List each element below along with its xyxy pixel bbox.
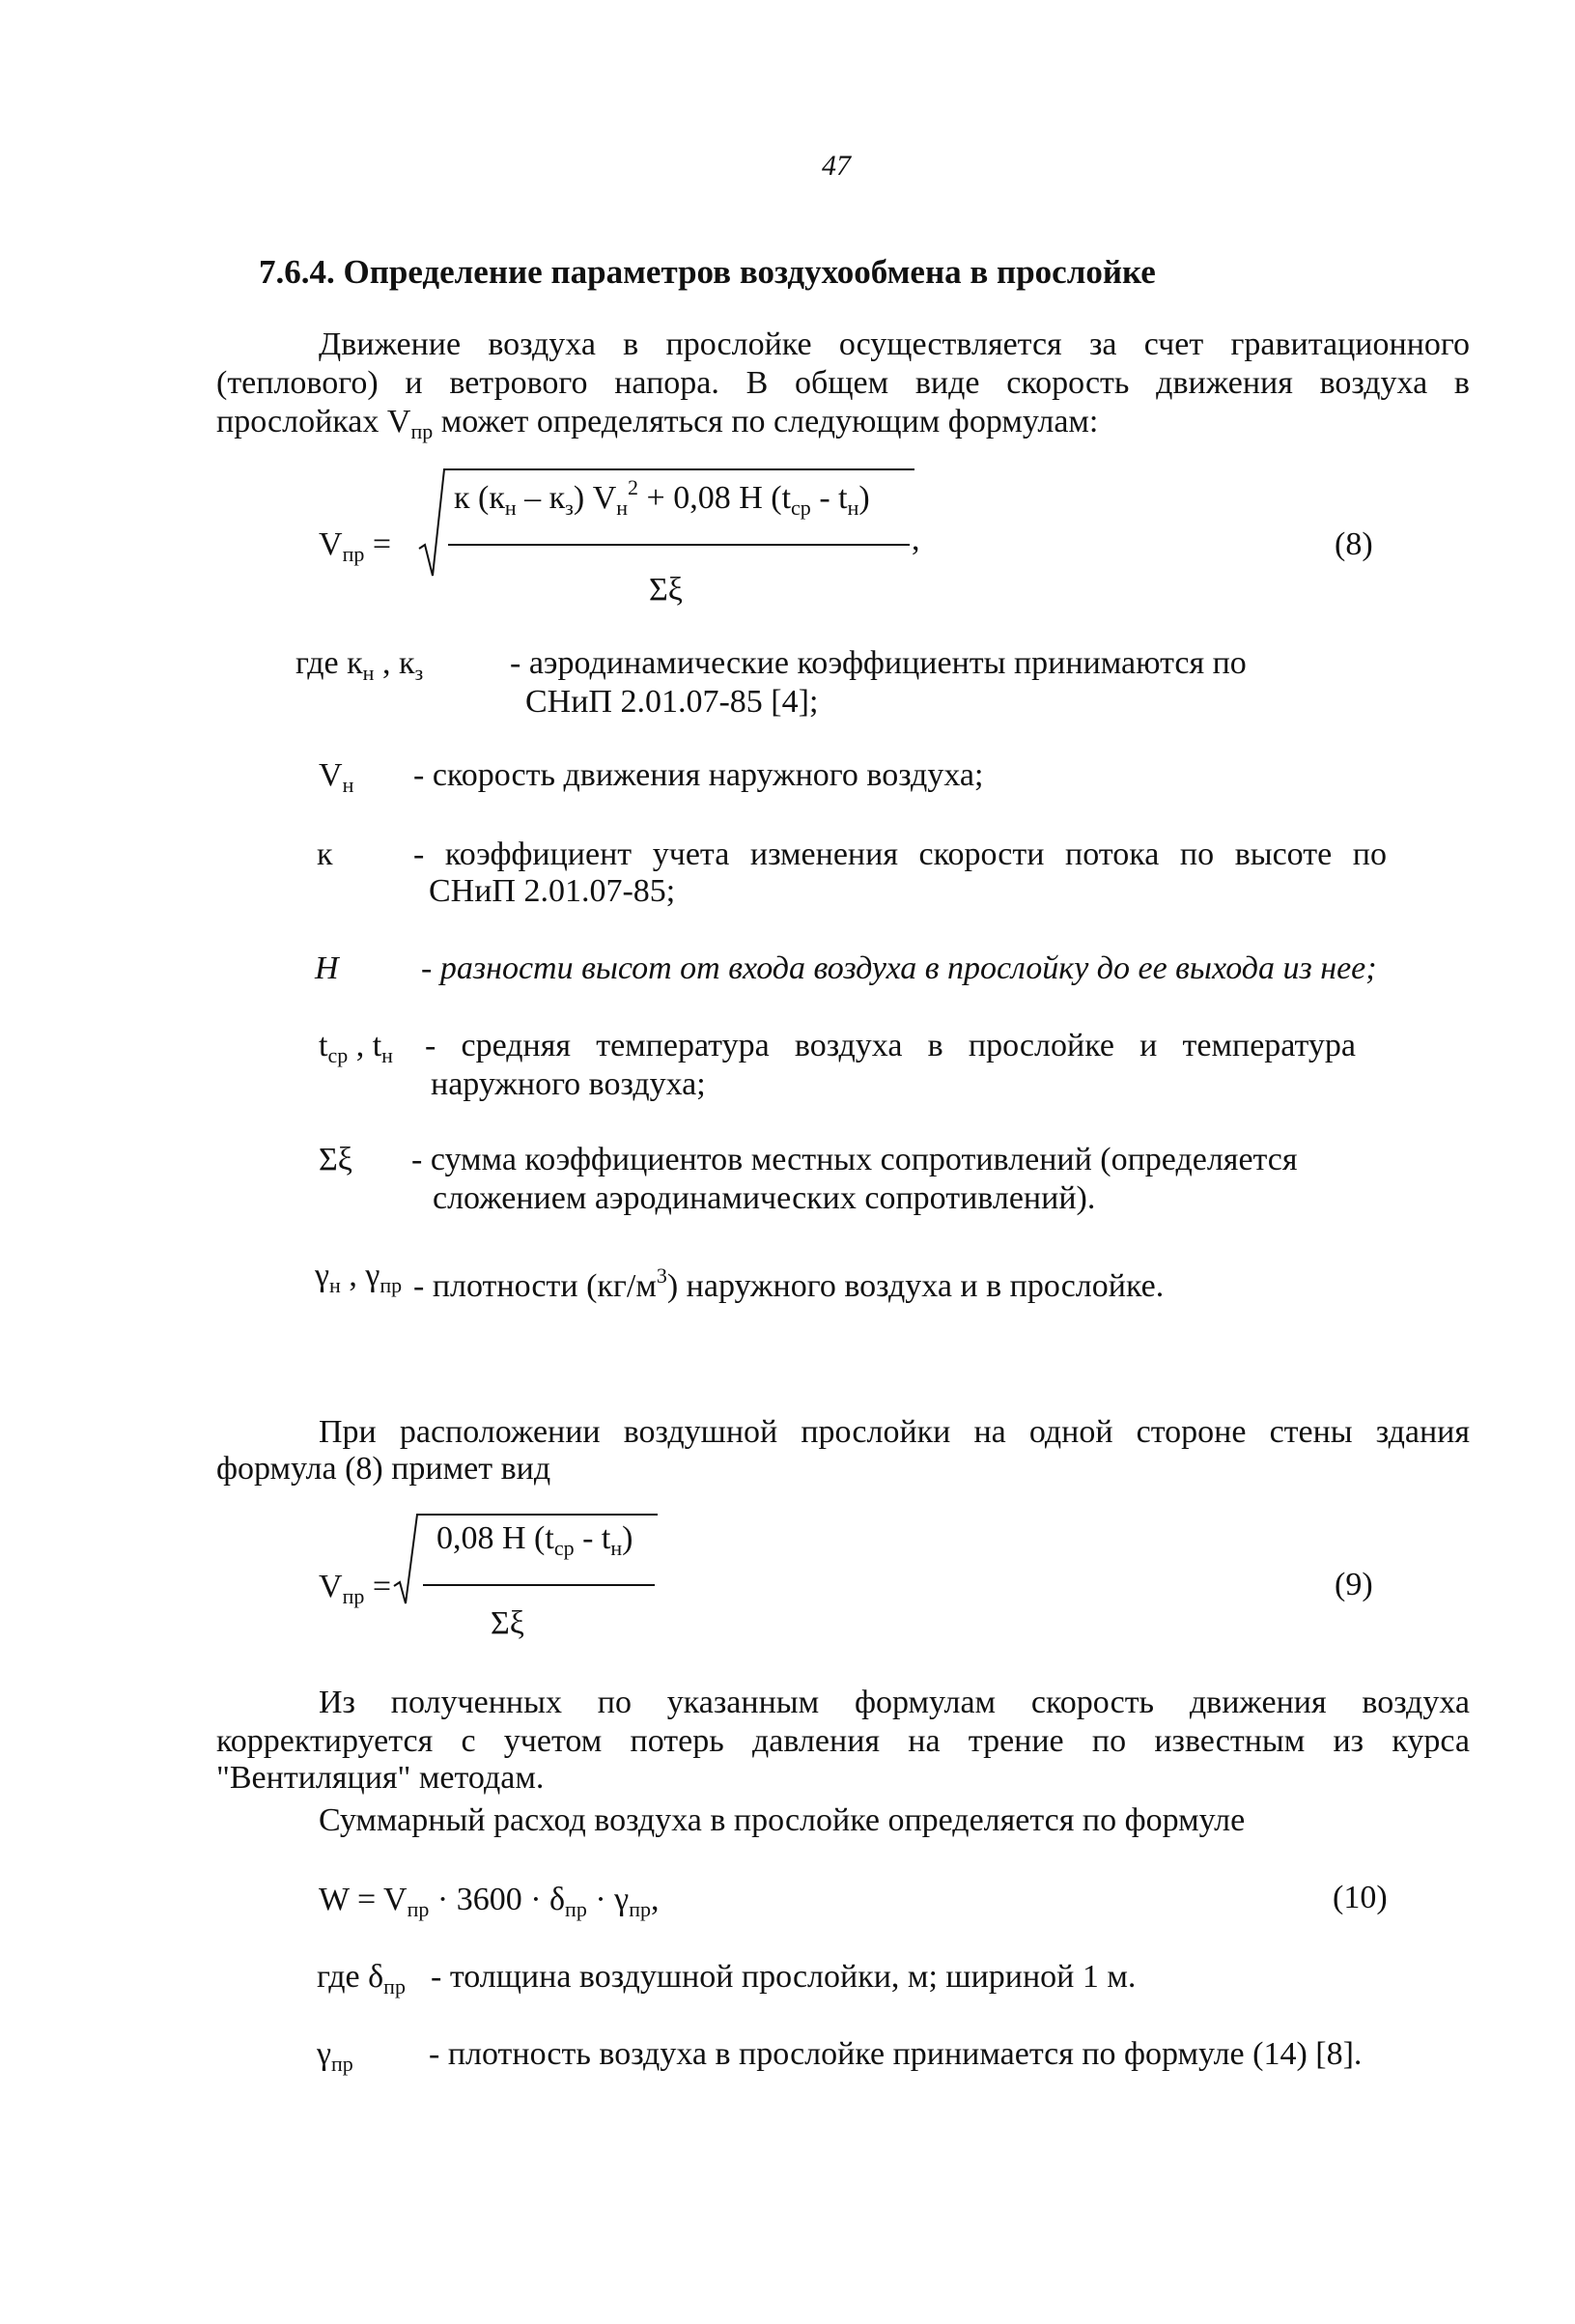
f8-num-e-sub: н bbox=[847, 496, 859, 520]
def-gamma-rest: ) наружного воздуха и в прослойке. bbox=[666, 1268, 1165, 1304]
def-kk-line-2: СНиП 2.01.07-85; bbox=[429, 873, 676, 909]
def-gamma-line-1 bbox=[413, 1258, 1164, 1305]
def-k-sym: где к bbox=[295, 645, 363, 681]
def-gamma-sym2-sub: пр bbox=[380, 1273, 403, 1297]
formula-8-eq: = bbox=[372, 526, 392, 562]
def-k-sym2-sub: з bbox=[414, 661, 424, 685]
formula-8-fraction-bar bbox=[448, 544, 910, 546]
def10-gamma-sym: γ bbox=[317, 2036, 332, 2072]
para3-line-3: "Вентиляция" методам. bbox=[216, 1760, 545, 1796]
formula-9-v: V bbox=[319, 1569, 343, 1604]
def10-gamma-symbol bbox=[317, 2036, 353, 2083]
def-k-symbols bbox=[295, 645, 423, 692]
intro-line-3 bbox=[216, 404, 1098, 450]
def-k-sym2: , к bbox=[374, 645, 415, 681]
def-gamma-symbols bbox=[315, 1258, 402, 1304]
def-vn-sym-sub: н bbox=[342, 773, 354, 797]
def-t-sym2: , t bbox=[348, 1028, 382, 1063]
def10-gamma-text: - плотность воздуха в прослойке принимается по формуле (14) [8]. bbox=[429, 2036, 1363, 2072]
f8-num-a-sub: н bbox=[504, 496, 517, 520]
formula-8-denominator: Σξ bbox=[649, 572, 683, 608]
def-t-sym: t bbox=[319, 1028, 328, 1063]
def-vn-sym: V bbox=[319, 757, 343, 793]
def-sum-line-2: сложением аэродинамических сопротивлений). bbox=[433, 1180, 1096, 1216]
para2-line-1: При расположении воздушной прослойки на одной стороне стены здания bbox=[319, 1414, 1470, 1450]
def-k-line-1: - аэродинамические коэффициенты принимаются по bbox=[510, 645, 1247, 681]
def-kk-line-1: - коэффициент учета изменения скорости потока по высоте по bbox=[413, 836, 1387, 872]
def-sum-line-1: - сумма коэффициентов местных сопротивлений (определяется bbox=[411, 1142, 1298, 1177]
f8-num-d-sub: ср bbox=[791, 496, 811, 520]
formula-9-eq: = bbox=[372, 1569, 392, 1604]
def-vn-line-1: - скорость движения наружного воздуха; bbox=[413, 757, 984, 793]
f9-num-c: ) bbox=[622, 1520, 633, 1556]
def-gamma-sym2: , γ bbox=[340, 1258, 380, 1293]
formula-8-v: V bbox=[319, 526, 343, 562]
formula-9-lhs bbox=[319, 1569, 391, 1609]
def-t-symbols bbox=[319, 1028, 393, 1074]
f8-num-d: + 0,08 H (t bbox=[638, 480, 792, 516]
f8-num-a: к (к bbox=[454, 480, 505, 516]
section-heading: 7.6.4. Определение параметров воздухообмена в прослойке bbox=[259, 253, 1156, 291]
def10-delta-sym: где δ bbox=[317, 1959, 384, 1995]
formula-9-denominator: Σξ bbox=[491, 1605, 524, 1641]
f9-num-a: 0,08 H (t bbox=[436, 1520, 554, 1556]
intro-line-3-text: прослойках V bbox=[216, 404, 411, 439]
intro-line-3-sub: пр bbox=[410, 419, 434, 443]
formula-8-v-sub: пр bbox=[342, 542, 365, 566]
f8-num-c: ) V bbox=[573, 480, 617, 516]
def-t-sym2-sub: н bbox=[381, 1043, 393, 1067]
formula-8-lhs bbox=[319, 526, 391, 567]
f8-num-c-sup: 2 bbox=[628, 475, 639, 499]
f8-num-b-sub: з bbox=[565, 496, 574, 520]
f10-a-sub: пр bbox=[407, 1897, 430, 1921]
para2-line-2: формула (8) примет вид bbox=[216, 1451, 551, 1487]
para3-line-2: корректируется с учетом потерь давления на трение по известным из курса bbox=[216, 1723, 1470, 1759]
formula-9-numerator bbox=[436, 1520, 633, 1561]
f10-d: , bbox=[650, 1882, 660, 1917]
formula-10-number: (10) bbox=[1333, 1880, 1388, 1915]
f8-num-f: ) bbox=[858, 480, 870, 516]
f9-num-a-sub: ср bbox=[553, 1536, 575, 1560]
f8-num-c-sub: н bbox=[616, 496, 629, 520]
def-gamma-text: - плотности (кг/м bbox=[413, 1268, 657, 1304]
def-h-symbol: H bbox=[315, 950, 339, 986]
def-h-line-1: - разности высот от входа воздуха в прослойку до ее выхода из нее; bbox=[421, 950, 1377, 986]
def10-gamma-sym-sub: пр bbox=[331, 2052, 353, 2076]
def-gamma-sup: 3 bbox=[656, 1263, 667, 1288]
formula-8-number: (8) bbox=[1335, 526, 1373, 562]
formula-8-comma: , bbox=[912, 522, 920, 557]
def-t-sym-sub: ср bbox=[327, 1043, 349, 1067]
def-k-line-2: СНиП 2.01.07-85 [4]; bbox=[525, 684, 819, 720]
formula-8-numerator bbox=[454, 475, 870, 521]
formula-10 bbox=[319, 1882, 659, 1922]
f8-num-e: - t bbox=[810, 480, 848, 516]
intro-line-3-rest: может определяться по следующим формулам: bbox=[433, 404, 1099, 439]
f8-num-b: – к bbox=[516, 480, 566, 516]
def-k-sym-sub: н bbox=[362, 661, 375, 685]
def-vn-symbol bbox=[319, 757, 353, 804]
f9-num-b: - t bbox=[574, 1520, 611, 1556]
def10-delta-symbol bbox=[317, 1959, 406, 2005]
def-t-line-1: - средняя температура воздуха в прослойке и температура bbox=[425, 1028, 1356, 1063]
f10-c: · γ bbox=[586, 1882, 630, 1917]
para4: Суммарный расход воздуха в прослойке определяется по формуле bbox=[319, 1802, 1246, 1838]
f10-b-sub: пр bbox=[565, 1897, 587, 1921]
def-kk-symbol: к bbox=[317, 836, 333, 872]
def10-delta-sym-sub: пр bbox=[383, 1974, 406, 1998]
intro-line-2: (теплового) и ветрового напора. В общем виде скорость движения воздуха в bbox=[216, 365, 1470, 401]
f10-b: · 3600 · δ bbox=[429, 1882, 566, 1917]
para3-line-1: Из полученных по указанным формулам скорость движения воздуха bbox=[319, 1685, 1470, 1720]
formula-9-fraction-bar bbox=[423, 1584, 655, 1586]
formula-9-number: (9) bbox=[1335, 1567, 1373, 1602]
def-gamma-sym-sub: н bbox=[329, 1273, 341, 1297]
def-gamma-sym: γ bbox=[315, 1258, 330, 1293]
intro-line-1: Движение воздуха в прослойке осуществляется за счет гравитационного bbox=[319, 326, 1470, 362]
f10-a: W = V bbox=[319, 1882, 408, 1917]
page-number: 47 bbox=[822, 150, 851, 182]
def10-delta-text: - толщина воздушной прослойки, м; шириной 1 м. bbox=[431, 1959, 1137, 1995]
def-t-line-2: наружного воздуха; bbox=[431, 1066, 706, 1102]
f10-c-sub: пр bbox=[629, 1897, 651, 1921]
def-sum-symbol: Σξ bbox=[319, 1142, 352, 1177]
f9-num-b-sub: н bbox=[610, 1536, 623, 1560]
formula-9-v-sub: пр bbox=[342, 1584, 365, 1608]
